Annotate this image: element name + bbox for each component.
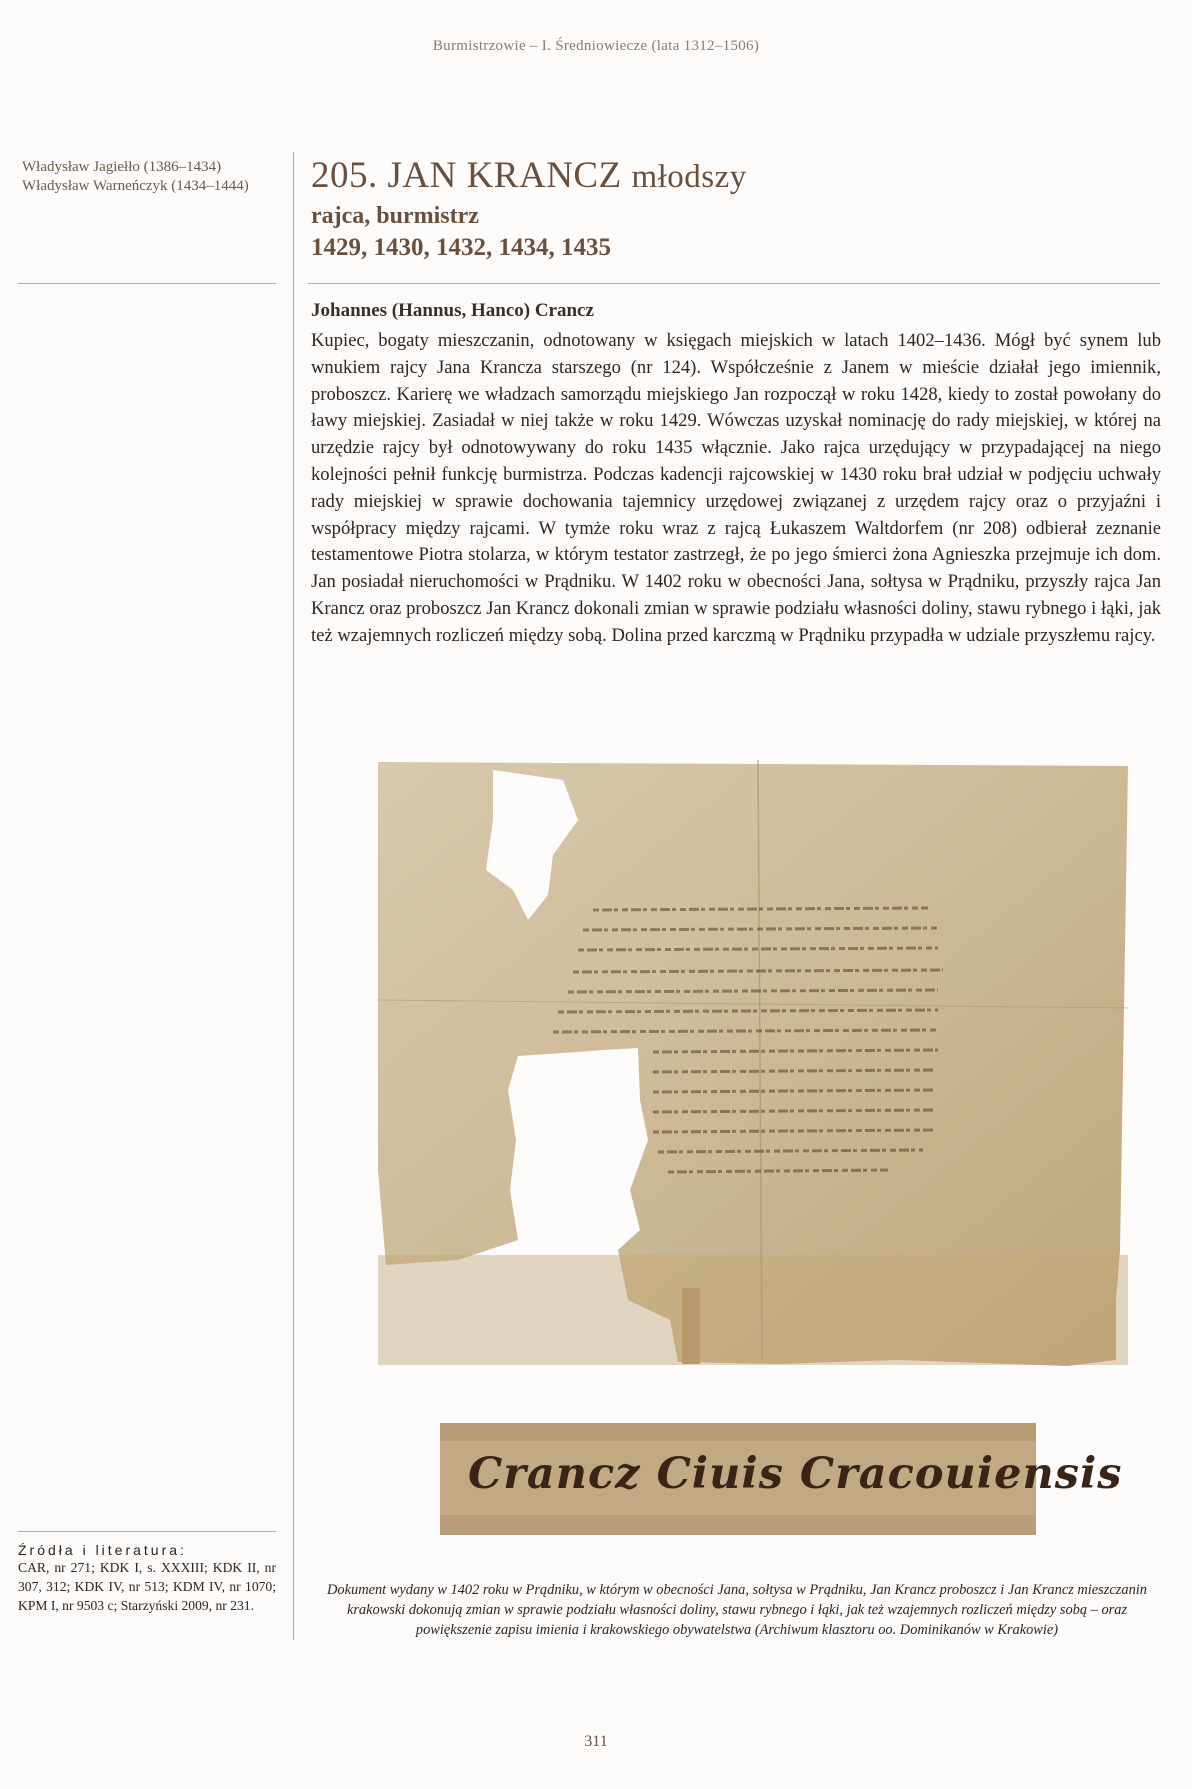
vertical-divider — [293, 152, 294, 1640]
page-number: 311 — [584, 1733, 608, 1750]
sources-rule — [18, 1531, 276, 1532]
sidebar-rule — [18, 283, 276, 284]
reign-line: Władysław Jagiełło (1386–1434) — [22, 159, 222, 175]
reign-line: Władysław Warneńczyk (1434–1444) — [22, 178, 249, 194]
sources-heading: Źródła i literatura: — [18, 1542, 187, 1558]
parchment-document-image — [378, 760, 1128, 1392]
parchment-document-svg — [378, 760, 1128, 1392]
inscription-text: Crancz Ciuis Cracouiensis — [468, 1449, 1123, 1499]
sources-text: CAR, nr 271; KDK I, s. XXXIII; KDK II, nr 307, 312; KDK IV, nr 513; KDM IV, nr 1070; KPM I, nr 9503 c; Starzyński 2009, nr 231. — [18, 1560, 276, 1613]
inscription-detail-image — [440, 1423, 1123, 1535]
sources-block — [18, 1531, 276, 1615]
entry-suffix: młodszy — [631, 159, 747, 195]
entry-offices: rajca, burmistrz — [311, 203, 479, 229]
heading-rule — [308, 283, 1160, 284]
sidebar-reigns — [22, 158, 284, 196]
biography-text: Kupiec, bogaty mieszczanin, odnotowany w księgach miejskich w latach 1402–1436. Mógł być synem lub wnukiem rajcy Jana Krancza starszego (nr 124). Współcześnie z Janem w mieście działał jego imiennik, proboszcz. Karierę we władzach samorządu miejskiego Jan rozpoczął w roku 1428, kiedy to został powołany do ławy miejskiej. Zasiadał w niej także w roku 1429. Wówczas uzyskał nominację do rady miejskiej, w której na urzędzie rajcy był odnotowywany do roku 1435 włącznie. Jako rajca urzędujący w przypadającej na niego kolejności pełnił funkcję burmistrza. Podczas kadencji rajcowskiej w 1430 roku brał udział w podjęciu uchwały rady miejskiej w sprawie dochowania tajemnicy urzędowej związanej z urzędem rajcy oraz o przyjaźni i współpracy między rajcami. W tymże roku wraz z rajcą Łukaszem Waltdorfem (nr 208) odbierał zeznanie testamentowe Piotra stolarza, w którym testator zastrzegł, że po jego śmierci żona Agnieszka przejmuje ich dom. Jan posiadał nieruchomości w Prądniku. W 1402 roku w obecności Jana, sołtysa w Prądniku, przyszły rajca Jan Krancz oraz proboszcz Jan Krancz dokonali zmian w sprawie podziału własności doliny, stawu rybnego i łąki, jak też wzajemnych rozliczeń między sobą. Dolina przed karczmą w Prądniku przypadła w udziale przyszłemu rajcy. — [311, 330, 1161, 646]
entry-heading — [311, 154, 1161, 265]
entry-title — [311, 154, 1161, 199]
name-variants: Johannes (Hannus, Hanco) Crancz — [311, 300, 594, 321]
entry-number-name: 205. JAN KRANCZ — [311, 155, 622, 196]
entry-years: 1429, 1430, 1432, 1434, 1435 — [311, 234, 611, 261]
parchment-tag — [682, 1288, 700, 1364]
figure-caption: Dokument wydany w 1402 roku w Prądniku, w którym w obecności Jana, sołtysa w Prądniku, Jan Krancz proboszcz i Jan Krancz mieszczanin krakowski dokonują zmian w sprawie podziału własności doliny, stawu rybnego i łąki, jak też wzajemnych rozliczeń między sobą – oraz powiększenie zapisu imienia i krakowskiego obywatelstwa (Archiwum klasztoru oo. Dominikanów w Krakowie) — [327, 1582, 1147, 1638]
running-head: Burmistrzowie – I. Średniowiecze (lata 1312–1506) — [432, 38, 760, 54]
fold-band — [378, 1255, 1128, 1365]
